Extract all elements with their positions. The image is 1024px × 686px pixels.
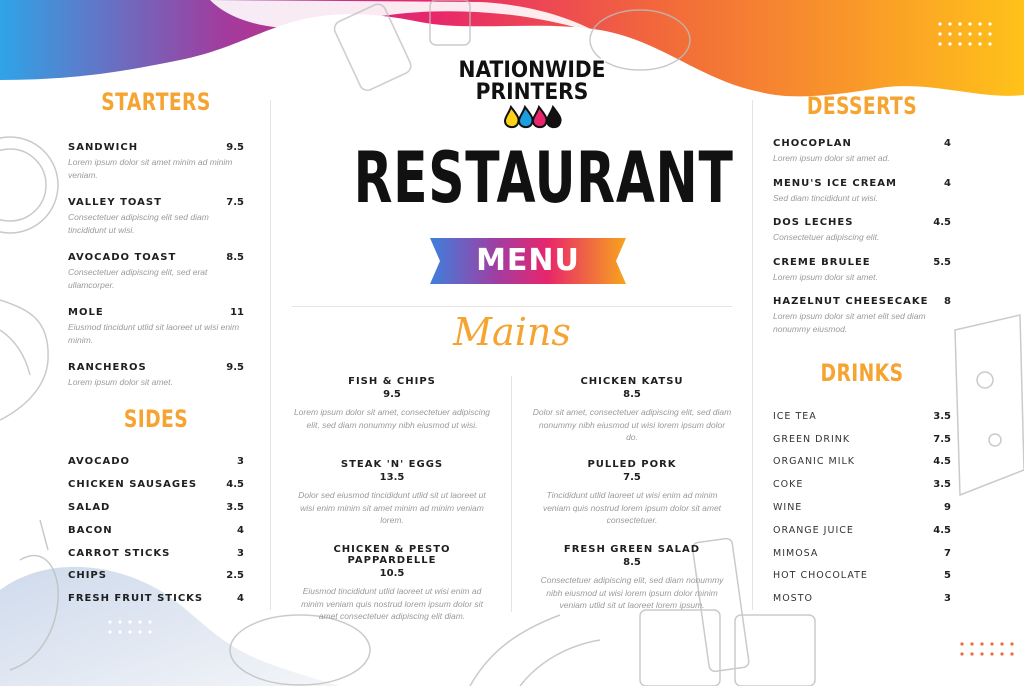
mains-divider	[511, 376, 512, 612]
drink-item	[773, 496, 951, 519]
restaurant-title: RESTAURANT	[353, 137, 734, 219]
item-price: 8	[944, 296, 951, 307]
item-price: 3	[237, 456, 244, 468]
item-price: 13.5	[379, 472, 405, 483]
brand-line-1: NATIONWIDE	[458, 58, 606, 83]
item-price: 4	[944, 177, 951, 189]
item-price: 4.5	[933, 524, 951, 536]
drink-item	[773, 405, 951, 428]
item-price: 4.5	[933, 217, 951, 228]
drinks-list	[773, 405, 951, 610]
side-item	[68, 519, 244, 542]
item-name: SALAD	[68, 501, 111, 513]
item-name: CHICKEN SAUSAGES	[68, 479, 198, 491]
item-desc: Dolor sed eiusmod tincididunt utlid sit ut laoreet ut wisi enim minim sit amet minim ad minim veniam lorem.	[298, 490, 486, 525]
item-desc: Lorem ipsum dolor sit amet.	[68, 377, 173, 387]
item-desc: Consectetuer adipiscing elit, sed diam nonummy nibh eiusmod ut wisi lorem ipsum dolor minim veniam utlid sit ut laoreet lorem ipsum.	[540, 575, 724, 610]
item-desc: Lorem ipsum dolor sit amet, consectetuer adipiscing elit, sed diam nonummy nibh eiusmod ut wisi.	[293, 407, 491, 430]
item-name: MOLE	[68, 307, 104, 318]
left-column	[68, 88, 244, 610]
main-item	[532, 459, 732, 527]
item-price: 4	[237, 593, 244, 605]
drink-item	[773, 428, 951, 451]
item-name: RANCHEROS	[68, 362, 147, 373]
item-name: CHICKEN & PESTO PAPPARDELLE	[333, 544, 451, 566]
desserts-title: DESSERTS	[806, 92, 918, 120]
item-name: MOSTO	[773, 593, 813, 605]
side-item	[68, 473, 244, 496]
main-item	[292, 376, 492, 431]
item-price: 4.5	[933, 456, 951, 468]
item-price: 5	[944, 570, 951, 582]
main-item	[292, 544, 492, 623]
item-price: 7.5	[623, 472, 641, 483]
item-price: 8.5	[623, 557, 641, 568]
dessert-item	[773, 217, 951, 244]
divider-left	[270, 100, 271, 610]
sides-title: SIDES	[123, 404, 189, 433]
brand-line-2: PRINTERS	[475, 80, 589, 105]
item-name: SANDWICH	[68, 142, 139, 153]
main-item	[532, 544, 732, 612]
brand-logo	[442, 60, 622, 130]
item-price: 4	[237, 524, 244, 536]
starters-list	[68, 142, 244, 389]
item-name: COKE	[773, 479, 804, 491]
drinks-title: DRINKS	[820, 359, 904, 387]
item-name: GREEN DRINK	[773, 433, 851, 445]
item-name: FISH & CHIPS	[348, 376, 436, 387]
item-name: AVOCADO	[68, 456, 131, 468]
item-desc: Tincididunt utlid laoreet ut wisi enim ad minim veniam quis nostrud lorem ipsum dolor sit amet consectetuer.	[542, 490, 722, 525]
item-name: ICE TEA	[773, 410, 817, 422]
item-name: CHIPS	[68, 570, 107, 582]
mains-title: Mains	[453, 310, 571, 354]
item-name: STEAK 'N' EGGS	[340, 459, 444, 470]
item-name: CHOCOPLAN	[773, 138, 852, 149]
center-divider	[292, 306, 732, 307]
dessert-item	[773, 138, 951, 165]
menu-banner	[430, 238, 626, 284]
menu-banner-text: MENU	[476, 243, 580, 278]
item-price: 7	[944, 547, 951, 559]
item-name: PULLED PORK	[587, 459, 677, 470]
item-desc: Eiusmod tincidunt utlid sit laoreet ut wisi enim minim.	[68, 322, 240, 345]
item-desc: Eiusmod tincididunt utlid laoreet ut wisi enim ad minim veniam quis nostrud lorem ipsum dolor sit amet consectetuer adipiscing elit diam.	[301, 586, 483, 621]
starter-item	[68, 307, 244, 346]
item-price: 8.5	[623, 389, 641, 400]
item-name: MENU'S ICE CREAM	[773, 177, 897, 189]
drink-item	[773, 565, 951, 588]
drink-item	[773, 451, 951, 474]
item-price: 3.5	[933, 410, 951, 422]
item-desc: Sed diam tincididunt ut wisi.	[773, 192, 878, 203]
item-price: 7.5	[226, 197, 244, 208]
item-name: VALLEY TOAST	[68, 197, 162, 208]
item-desc: Lorem ipsum dolor sit amet ad.	[773, 153, 890, 163]
desserts-list	[773, 138, 951, 335]
starter-item	[68, 142, 244, 181]
dessert-item	[773, 296, 951, 335]
item-name: DOS LECHES	[773, 217, 854, 228]
item-name: ORANGE JUICE	[773, 524, 854, 536]
item-price: 8.5	[226, 252, 244, 263]
item-price: 4	[944, 138, 951, 149]
starter-item	[68, 197, 244, 236]
item-name: CHICKEN KATSU	[580, 376, 684, 387]
side-item	[68, 451, 244, 474]
item-name: FRESH GREEN SALAD	[563, 544, 701, 555]
item-name: HAZELNUT CHEESECAKE	[773, 296, 929, 307]
item-price: 3	[944, 593, 951, 605]
drink-item	[773, 473, 951, 496]
divider-right	[752, 100, 753, 610]
item-name: MIMOSA	[773, 547, 819, 559]
item-name: CARROT STICKS	[68, 547, 171, 559]
side-item	[68, 587, 244, 610]
item-price: 9.5	[226, 362, 244, 373]
starter-item	[68, 362, 244, 389]
ink-drops-icon	[497, 105, 567, 129]
item-desc: Consectetuer adipiscing elit sed diam tincididunt ut wisi.	[68, 212, 209, 235]
item-desc: Dolor sit amet, consectetuer adipiscing elit, sed diam nonummy nibh eiusmod ut wisi lorem ipsum dolor do.	[532, 407, 732, 442]
dessert-item	[773, 178, 951, 205]
item-desc: Lorem ipsum dolor sit amet minim ad minim veniam.	[68, 157, 233, 180]
item-price: 5.5	[933, 256, 951, 268]
right-column	[773, 92, 951, 610]
drink-item	[773, 587, 951, 610]
item-price: 7.5	[933, 433, 951, 445]
side-item	[68, 542, 244, 565]
item-price: 10.5	[379, 568, 405, 579]
item-price: 9	[944, 502, 951, 514]
item-name: CREME BRULEE	[773, 256, 871, 268]
side-item	[68, 564, 244, 587]
item-name: ORGANIC MILK	[773, 456, 856, 468]
item-name: BACON	[68, 524, 113, 536]
starters-title: STARTERS	[101, 88, 211, 116]
item-price: 9.5	[383, 389, 401, 400]
side-item	[68, 496, 244, 519]
item-desc: Consectetuer adipiscing elit, sed erat ullamcorper.	[68, 267, 208, 290]
starter-item	[68, 252, 244, 291]
dessert-item	[773, 257, 951, 284]
item-price: 9.5	[226, 142, 244, 153]
item-price: 3.5	[933, 479, 951, 491]
item-desc: Lorem ipsum dolor sit amet.	[773, 271, 878, 282]
item-name: FRESH FRUIT STICKS	[68, 593, 204, 605]
item-price: 3	[237, 547, 244, 559]
main-item	[292, 459, 492, 527]
sides-list	[68, 451, 244, 611]
item-desc: Consectetuer adipiscing elit.	[773, 232, 880, 242]
item-name: AVOCADO TOAST	[68, 252, 177, 263]
item-name: HOT CHOCOLATE	[773, 570, 868, 582]
item-price: 2.5	[226, 570, 244, 582]
item-price: 3.5	[226, 501, 244, 513]
item-desc: Lorem ipsum dolor sit amet elit sed diam nonummy eiusmod.	[773, 311, 926, 334]
item-name: WINE	[773, 502, 803, 514]
item-price: 11	[230, 307, 244, 318]
drink-item	[773, 519, 951, 542]
main-item	[532, 376, 732, 444]
item-price: 4.5	[226, 479, 244, 491]
drink-item	[773, 542, 951, 565]
